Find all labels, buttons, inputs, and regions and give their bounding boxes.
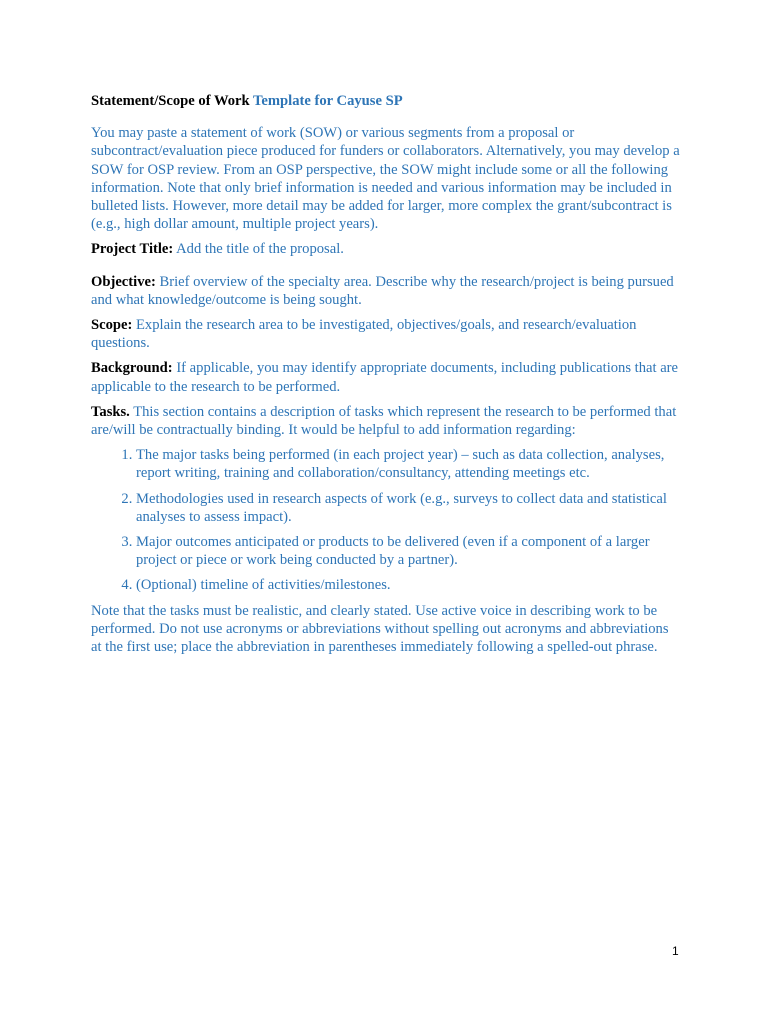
closing-paragraph: Note that the tasks must be realistic, and clearly stated. Use active voice in describing work to be performed. Do not use acronyms or abbreviations without spelling out acronyms and abbreviations at the first use; place the abbreviation in parentheses immediately following a spelled-out phrase. — [91, 602, 669, 656]
scope-field — [91, 316, 681, 352]
title-black: Statement/Scope of Work — [91, 93, 250, 109]
scope-label: Scope: — [91, 317, 133, 334]
tasks-field — [91, 403, 681, 439]
project-title-text: Add the title of the proposal. — [176, 241, 344, 258]
tasks-label: Tasks. — [91, 403, 130, 420]
objective-field — [91, 273, 681, 309]
task-item: 4. (Optional) timeline of activities/milestones. — [136, 576, 681, 594]
project-title-label: Project Title: — [91, 241, 174, 258]
task-item: 3. Major outcomes anticipated or products to be delivered (even if a component of a larger project or piece or work being conducted by a partner). — [136, 533, 681, 569]
scope-text: Explain the research area to be investigated, objectives/goals, and research/evaluation questions. — [91, 317, 637, 352]
document-title — [91, 92, 681, 110]
objective-text: Brief overview of the specialty area. Describe why the research/project is being pursued and what knowledge/outcome is being sought. — [91, 273, 674, 308]
objective-label: Objective: — [91, 273, 156, 290]
task-item: 2. Methodologies used in research aspects of work (e.g., surveys to collect data and statistical analyses to assess impact). — [136, 490, 681, 526]
title-blue: Template for Cayuse SP — [253, 93, 403, 109]
background-label: Background: — [91, 360, 173, 377]
document-body — [91, 92, 681, 663]
tasks-list — [91, 446, 681, 594]
task-item: 1. The major tasks being performed (in each project year) – such as data collection, analyses, report writing, training and collaboration/consultancy, attending meetings etc. — [136, 446, 681, 482]
project-title-field — [91, 240, 681, 258]
background-field — [91, 359, 681, 395]
background-text: If applicable, you may identify appropriate documents, including publications that are applicable to the research to be performed. — [91, 360, 679, 395]
tasks-text: This section contains a description of tasks which represent the research to be performed that are/will be contractually binding. It would be helpful to add information regarding: — [91, 403, 677, 439]
page-number: 1 — [672, 944, 679, 958]
intro-paragraph: You may paste a statement of work (SOW) or various segments from a proposal or subcontract/evaluation piece produced for funders or collaborators. Alternatively, you may develop a SOW for OSP review. From an OSP perspective, the SOW might include some or all the following information. Note that only brief information is needed and various information may be included in bulleted lists. However, more detail may be added for larger, more complex the grant/subcontract is (e.g., high dollar amount, multiple project years). — [91, 125, 680, 233]
